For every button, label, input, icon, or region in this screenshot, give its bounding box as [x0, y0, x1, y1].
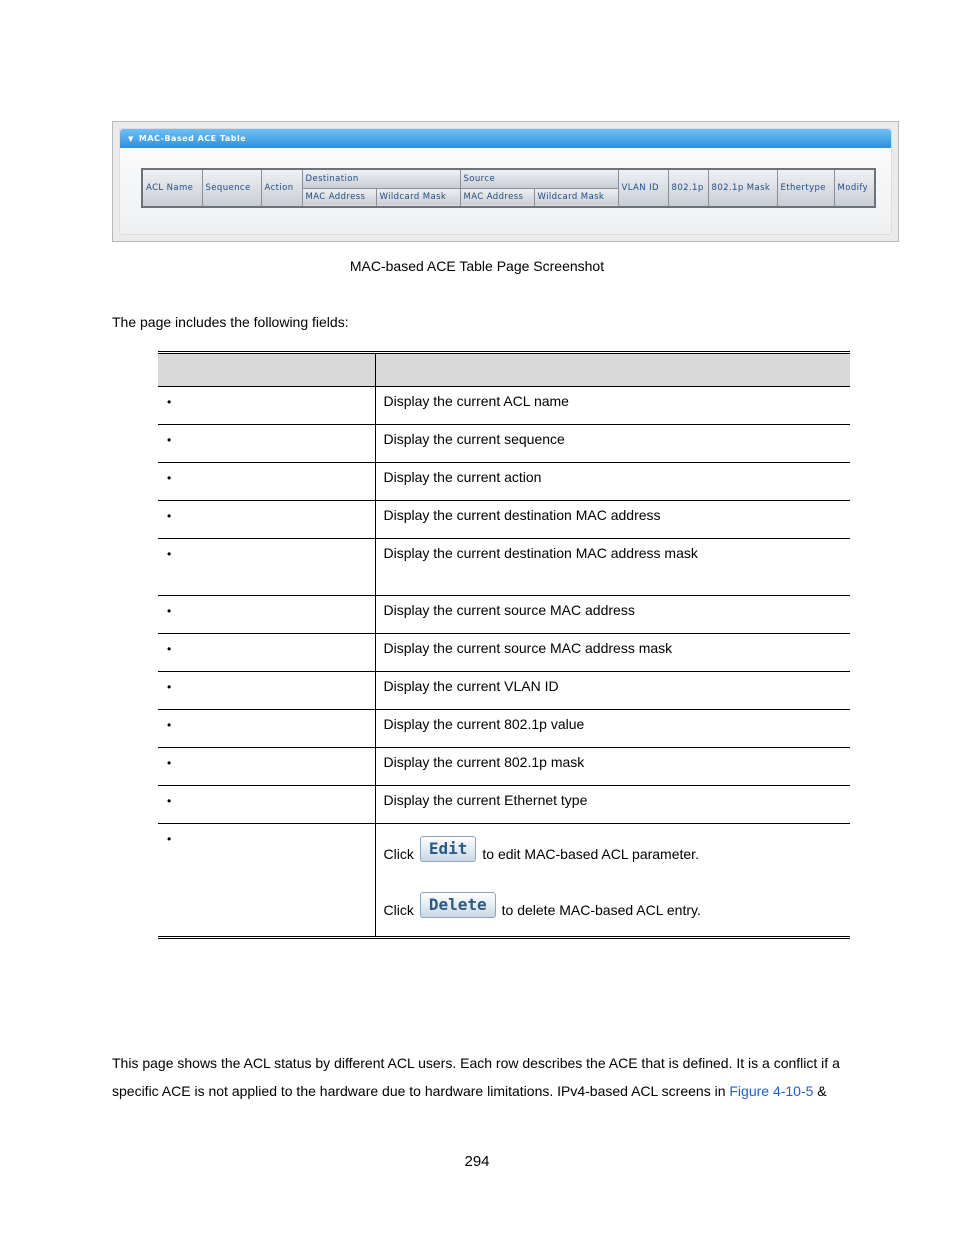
bullet: • — [167, 433, 172, 447]
table-row — [158, 501, 850, 539]
col-source: Source — [460, 169, 618, 188]
figure-caption: MAC-based ACE Table Page Screenshot — [349, 258, 605, 274]
row-description: Display the current sequence — [375, 425, 850, 463]
table-row — [158, 634, 850, 672]
row-description: Display the current source MAC address — [375, 596, 850, 634]
table-row — [158, 748, 850, 786]
bullet: • — [167, 471, 172, 485]
figure-link[interactable]: Figure 4-10-5 — [729, 1083, 814, 1099]
col-8021p: 802.1p — [668, 169, 708, 207]
col-dest-mac-address: MAC Address — [302, 188, 376, 207]
panel-title: MAC-Based ACE Table — [138, 134, 247, 143]
row-description: Display the current destination MAC address — [375, 501, 850, 539]
intro-text: The page includes the following fields: — [112, 314, 349, 330]
table-row — [158, 596, 850, 634]
col-ethertype: Ethertype — [777, 169, 834, 207]
delete-button[interactable]: Delete — [420, 892, 496, 918]
mac-ace-table — [141, 168, 876, 208]
row-description: Display the current destination MAC address mask — [375, 539, 850, 596]
panel-header[interactable] — [120, 129, 891, 148]
col-8021p-mask: 802.1p Mask — [708, 169, 777, 207]
col-sequence: Sequence — [202, 169, 261, 207]
bullet: • — [167, 794, 172, 808]
col-src-mac-address: MAC Address — [460, 188, 534, 207]
click-label: Click — [383, 902, 414, 918]
edit-button[interactable]: Edit — [420, 836, 477, 862]
header-description — [375, 353, 850, 387]
col-vlan-id: VLAN ID — [618, 169, 668, 207]
col-action: Action — [261, 169, 302, 207]
table-row — [158, 710, 850, 748]
row-description: Display the current 802.1p value — [375, 710, 850, 748]
col-destination: Destination — [302, 169, 460, 188]
table-row — [158, 425, 850, 463]
bullet: • — [167, 756, 172, 770]
bullet: • — [167, 832, 172, 846]
bullet: • — [167, 604, 172, 618]
delete-description: to delete MAC-based ACL entry. — [501, 902, 701, 918]
col-dest-wildcard-mask: Wildcard Mask — [376, 188, 460, 207]
collapse-triangle-icon[interactable]: ▼ — [128, 135, 134, 143]
paragraph-text-end: & — [813, 1083, 827, 1099]
row-description: Display the current Ethernet type — [375, 786, 850, 824]
bullet: • — [167, 547, 172, 561]
ace-table-panel — [119, 128, 892, 235]
bullet: • — [167, 642, 172, 656]
bullet: • — [167, 680, 172, 694]
col-acl-name: ACL Name — [142, 169, 202, 207]
body-paragraph — [112, 1049, 852, 1105]
page-number: 294 — [464, 1153, 490, 1170]
screenshot-frame — [112, 121, 899, 242]
table-row — [158, 387, 850, 425]
paragraph-text: This page shows the ACL status by different ACL users. Each row describes the ACE that is defined. It is a conflict if a specific ACE is not applied to the hardware due to hardware limitations. IPv4-based ACL screens in — [112, 1055, 840, 1099]
table-row — [158, 672, 850, 710]
edit-description: to edit MAC-based ACL parameter. — [482, 846, 699, 862]
fields-table — [158, 351, 850, 939]
row-description: Display the current 802.1p mask — [375, 748, 850, 786]
bullet: • — [167, 718, 172, 732]
table-row — [158, 786, 850, 824]
table-row-modify — [158, 824, 850, 938]
table-row — [158, 463, 850, 501]
table-row — [158, 539, 850, 596]
click-label: Click — [383, 846, 414, 862]
col-modify: Modify — [834, 169, 875, 207]
bullet: • — [167, 395, 172, 409]
row-description: Display the current action — [375, 463, 850, 501]
bullet: • — [167, 509, 172, 523]
row-description: Display the current source MAC address mask — [375, 634, 850, 672]
row-description: Display the current ACL name — [375, 387, 850, 425]
row-description: Display the current VLAN ID — [375, 672, 850, 710]
col-src-wildcard-mask: Wildcard Mask — [534, 188, 618, 207]
header-object — [158, 353, 375, 387]
